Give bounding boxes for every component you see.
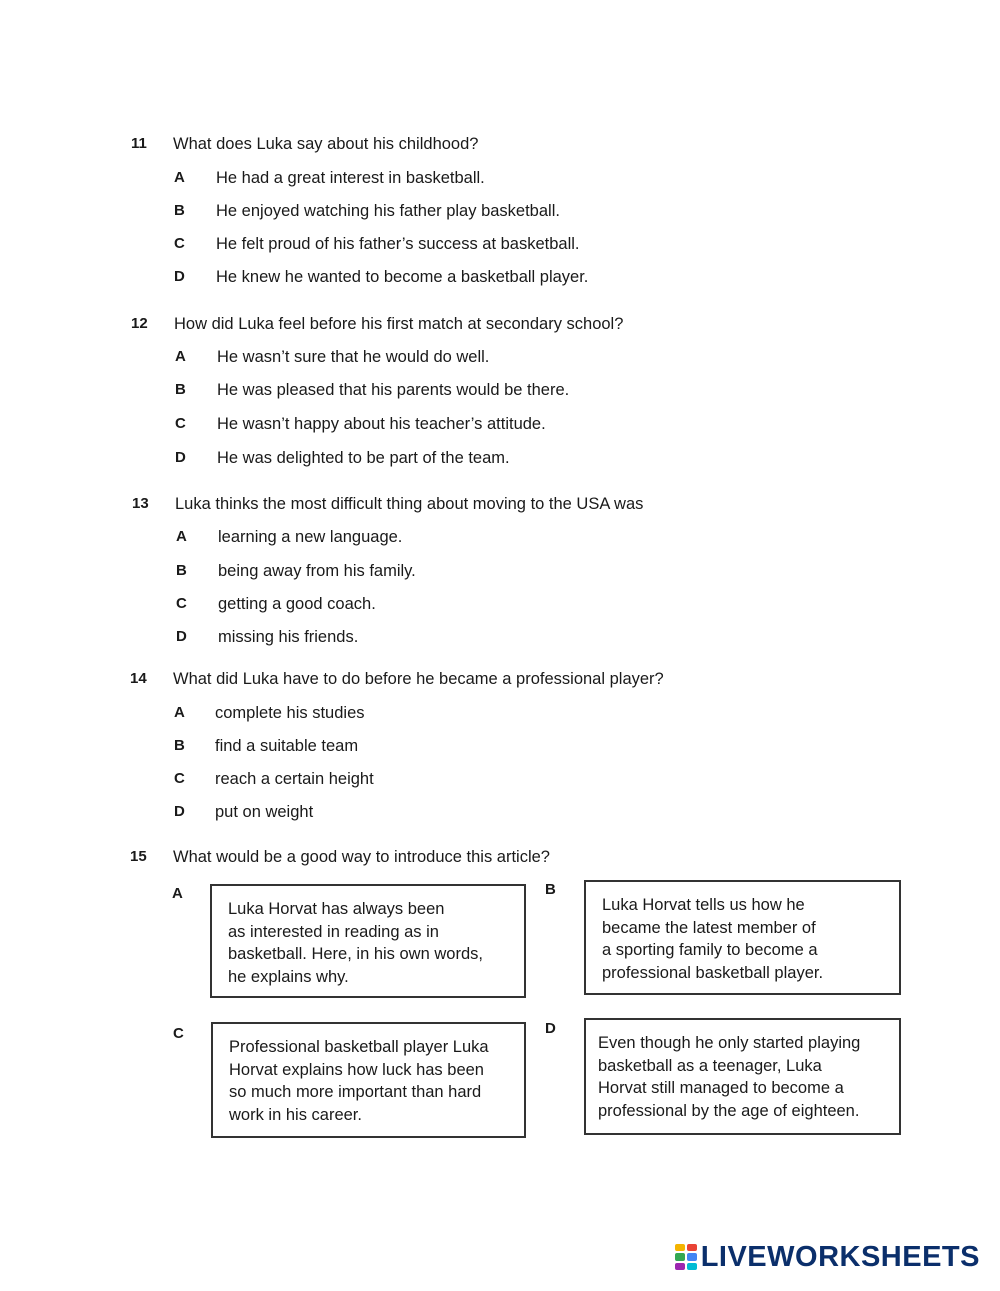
box-line: basketball. Here, in his own words, [228, 945, 483, 963]
option-text: He was pleased that his parents would be there. [217, 381, 570, 399]
option-letter: C [175, 415, 186, 432]
option-text: getting a good coach. [218, 595, 376, 613]
box-line: a sporting family to become a [602, 941, 818, 959]
option-letter: D [176, 628, 187, 645]
option-text: He knew he wanted to become a basketball player. [216, 268, 589, 286]
box-line: basketball as a teenager, Luka [598, 1056, 822, 1075]
box-line: Horvat still managed to become a [598, 1079, 844, 1097]
option-text: He enjoyed watching his father play basketball. [216, 202, 560, 220]
option-text: put on weight [215, 803, 314, 821]
answer-box-d[interactable] [584, 1018, 901, 1135]
box-line: became the latest member of [602, 918, 816, 937]
box-line: he explains why. [228, 967, 349, 986]
option-text: reach a certain height [215, 770, 374, 788]
answer-box-c[interactable] [211, 1022, 526, 1138]
box-letter-b: B [545, 881, 556, 898]
option-text: complete his studies [215, 704, 365, 722]
option-letter: C [174, 770, 185, 787]
question-number: 15 [130, 848, 147, 865]
answer-box-a[interactable] [210, 884, 526, 998]
option-letter: B [174, 737, 185, 754]
box-line: Luka Horvat tells us how he [602, 896, 805, 914]
box-line: as interested in reading as in [228, 922, 439, 941]
box-line: Luka Horvat has always been [228, 900, 445, 918]
option-letter: A [175, 348, 186, 365]
liveworksheets-logo[interactable] [675, 1239, 980, 1275]
question-text: What would be a good way to introduce this article? [173, 848, 550, 866]
option-letter: C [174, 235, 185, 252]
question-number: 14 [130, 670, 147, 687]
question-text: What did Luka have to do before he became a professional player? [173, 670, 664, 688]
question-text: What does Luka say about his childhood? [173, 135, 479, 153]
option-letter: A [174, 704, 185, 721]
box-letter-d: D [545, 1020, 556, 1037]
question-number: 12 [131, 315, 148, 332]
option-letter: D [174, 268, 185, 285]
option-text: He wasn’t sure that he would do well. [217, 348, 490, 366]
option-letter: D [175, 449, 186, 466]
box-line: work in his career. [229, 1105, 362, 1124]
option-letter: D [174, 803, 185, 820]
answer-box-b[interactable] [584, 880, 901, 995]
liveworksheets-logo-icon [675, 1244, 697, 1270]
option-letter: B [176, 562, 187, 579]
box-line: professional by the age of eighteen. [598, 1101, 860, 1120]
option-letter: A [174, 169, 185, 186]
option-text: being away from his family. [218, 562, 416, 580]
option-text: He felt proud of his father’s success at basketball. [216, 235, 580, 253]
box-line: Even though he only started playing [598, 1034, 861, 1052]
question-text: Luka thinks the most difficult thing about moving to the USA was [175, 495, 644, 513]
option-text: find a suitable team [215, 737, 359, 755]
option-letter: C [176, 595, 187, 612]
box-letter-a: A [172, 885, 183, 902]
logo-text: LIVEWORKSHEETS [700, 1240, 980, 1273]
box-line: Professional basketball player Luka [229, 1038, 489, 1056]
box-line: professional basketball player. [602, 963, 824, 982]
option-text: He had a great interest in basketball. [216, 169, 485, 187]
option-text: He was delighted to be part of the team. [217, 449, 510, 467]
box-line: so much more important than hard [229, 1083, 482, 1101]
question-number: 11 [131, 135, 147, 152]
option-letter: B [175, 381, 186, 398]
box-line: Horvat explains how luck has been [229, 1060, 484, 1079]
option-letter: B [174, 202, 185, 219]
box-letter-c: C [173, 1025, 184, 1042]
option-letter: A [176, 528, 187, 545]
option-text: He wasn’t happy about his teacher’s attitude. [217, 415, 546, 433]
question-number: 13 [132, 495, 149, 512]
question-text: How did Luka feel before his first match at secondary school? [174, 315, 624, 333]
option-text: missing his friends. [218, 628, 359, 646]
option-text: learning a new language. [218, 528, 403, 546]
